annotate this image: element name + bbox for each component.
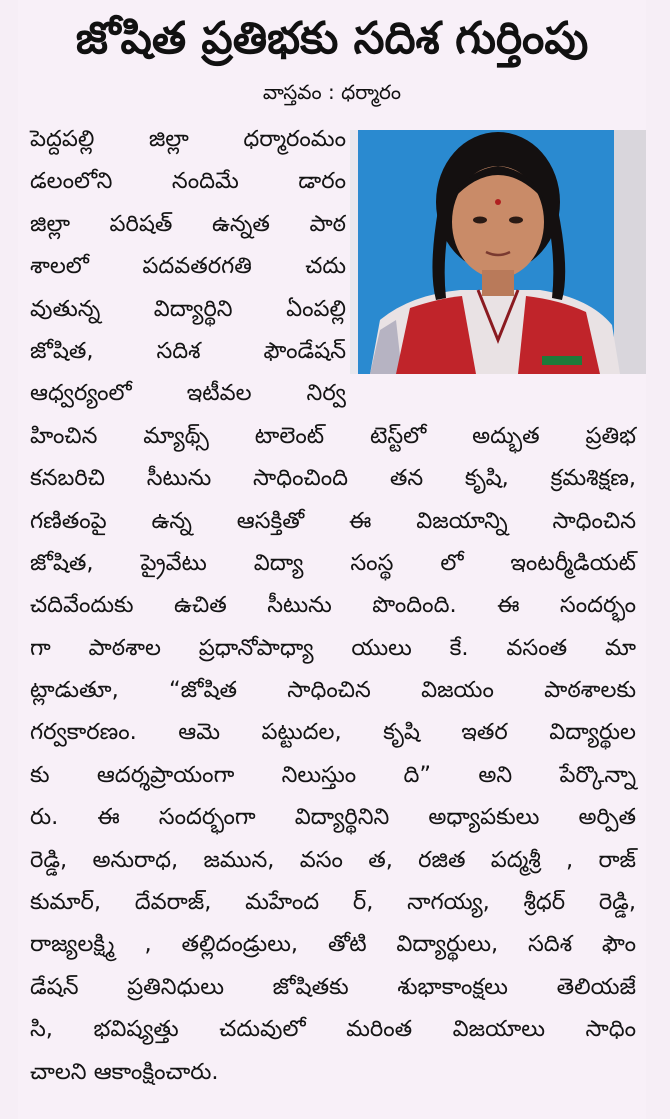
article-line: జోషిత, సదిశ ఫౌండేషన్ (30, 337, 346, 364)
article-dateline: వాస్తవం : ధర్మారం (262, 80, 402, 104)
article-line: కనబరిచి సీటును సాధించింది తన కృషి, క్రమశిక్షణ, (30, 465, 636, 492)
article-line: చదివేందుకు ఉచిత సీటును పొందింది. ఈ సందర్భం (30, 592, 636, 619)
article-line: సి, భవిష్యత్తు చదువులో మరింత విజయాలు సాధిం (30, 1016, 636, 1043)
article-line: జిల్లా పరిషత్ ఉన్నత పాఠ (30, 210, 346, 237)
article-headline: జోషిత ప్రతిభకు సదిశ గుర్తింపు (75, 13, 589, 64)
article-line: వుతున్న విద్యార్థిని ఏంపల్లి (30, 295, 346, 322)
article-line: ట్లాడుతూ, “జోషిత సాధించిన విజయం పాఠశాలకు (30, 677, 636, 704)
article-line: రు. ఈ సందర్భంగా విద్యార్థినిని అధ్యాపకులు అర్పిత (30, 804, 636, 831)
article-line: గర్వకారణం. ఆమె పట్టుదల, కృషి ఇతర విద్యార్థుల (30, 719, 636, 746)
article-line: ఆధ్వర్యంలో ఇటీవల నిర్వ (30, 380, 346, 407)
article-line: పెద్దపల్లి జిల్లా ధర్మారంమం (30, 126, 346, 152)
article-line: జోషిత, ప్రైవేటు విద్యా సంస్థ లో ఇంటర్మీడియట్ (30, 549, 636, 576)
article-line: కు ఆదర్శప్రాయంగా నిలుస్తుం ది” అని పేర్కొన్నా (30, 761, 636, 788)
article-line: గణితంపై ఉన్న ఆసక్తితో ఈ విజయాన్ని సాధించిన (30, 507, 636, 534)
article-line: హించిన మ్యాథ్స్ టాలెంట్ టెస్ట్‌లో అద్భుత ప్రతిభ (30, 422, 636, 449)
article-line: చాలని ఆకాంక్షించారు. (30, 1058, 219, 1085)
article-line: డలంలోని నందిమే డారం (30, 168, 346, 195)
article-line: డేషన్ ప్రతినిధులు జోషితకు శుభాకాంక్షలు తెలియజే (30, 973, 636, 1000)
article-line: రెడ్డి, అనురాధ, జమున, వసం త, రజిత పద్మశ్రీ , రాజ్ (30, 846, 636, 873)
article-line: గా పాఠశాల ప్రధానోపాధ్యా యులు కే. వసంత మా (30, 634, 636, 661)
article-line: శాలలో పదవతరగతి చదు (30, 253, 346, 280)
article-line: కుమార్, దేవరాజ్, మహేంద ర్, నాగయ్య, శ్రీధర్ రెడ్డి, (30, 889, 636, 916)
article-body (30, 118, 640, 1093)
article-line: రాజ్యలక్ష్మి , తల్లిదండ్రులు, తోటి విద్యార్థులు, సదిశ ఫౌం (30, 931, 636, 958)
